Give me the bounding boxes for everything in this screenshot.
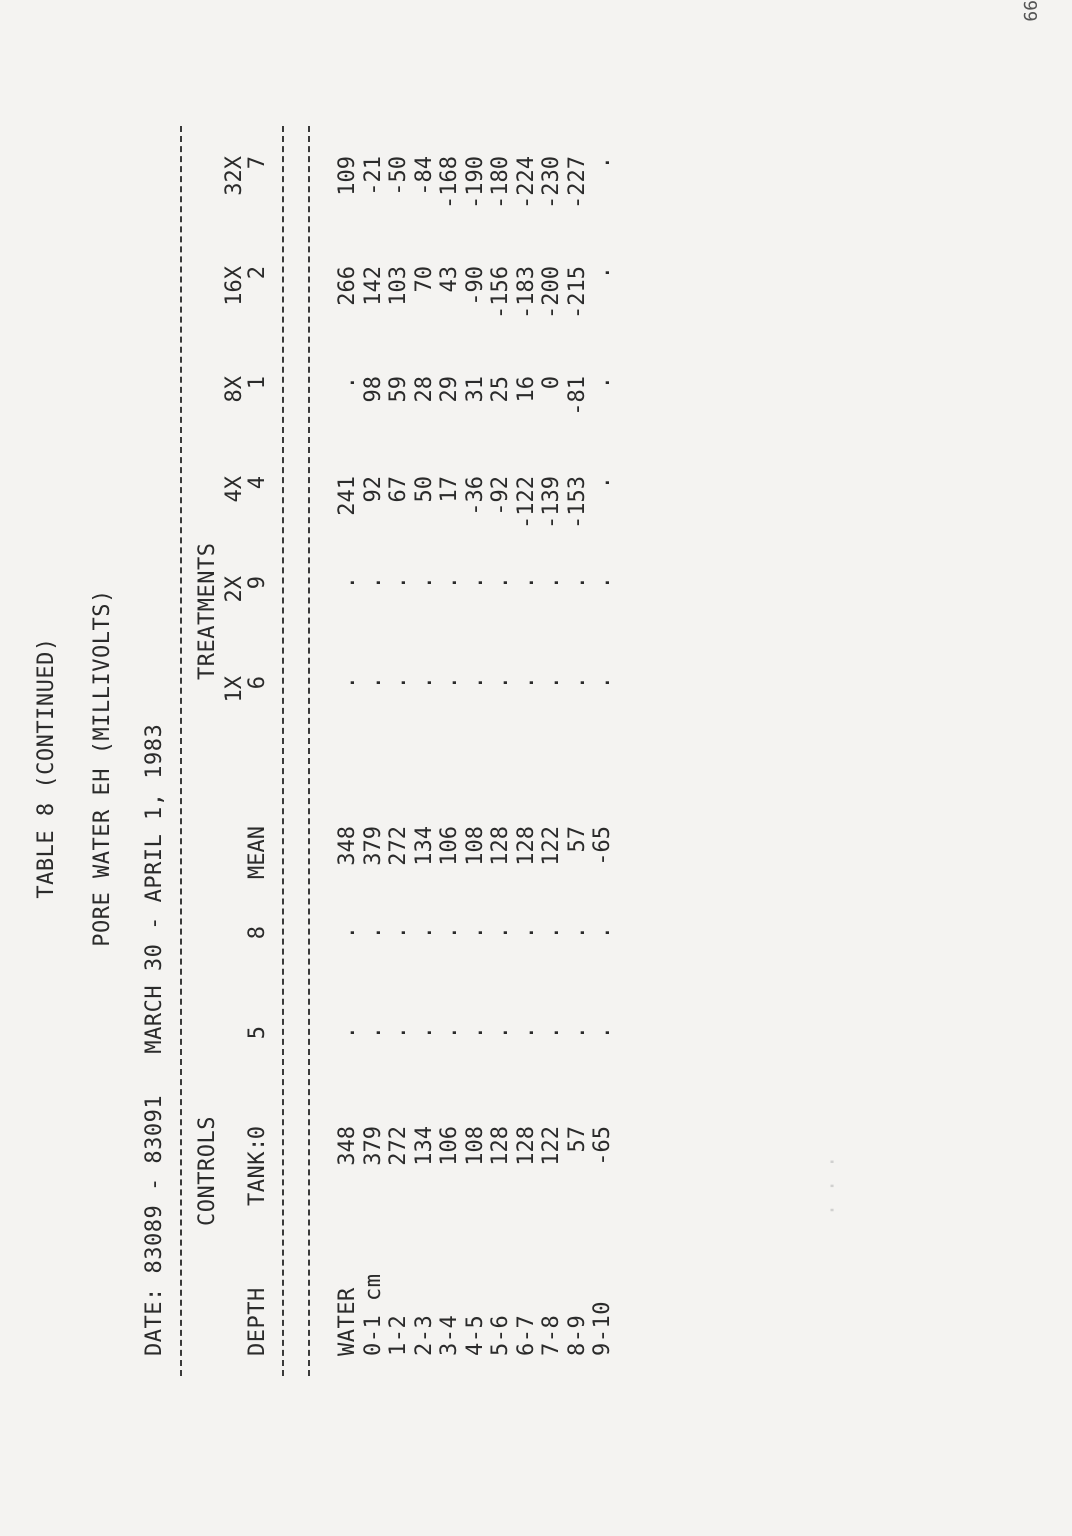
value-cell: 108 xyxy=(462,1126,488,1166)
value-cell: -139 xyxy=(539,476,564,529)
value-cell: -156 xyxy=(488,266,513,319)
value-cell: . xyxy=(335,576,360,590)
value-cell: . xyxy=(335,676,360,690)
value-cell: . xyxy=(360,1026,386,1040)
value-cell: 134 xyxy=(411,826,437,866)
value-cell: . xyxy=(462,676,488,690)
header-rule-2 xyxy=(308,126,310,1376)
column-treatment-label: 16X xyxy=(222,266,247,306)
value-cell: 128 xyxy=(488,1126,513,1166)
depth-cell: 3-4 xyxy=(437,1314,462,1356)
value-cell: 70 xyxy=(411,266,437,293)
depth-cell: 8-9 xyxy=(564,1314,590,1356)
value-cell: . xyxy=(539,1026,564,1040)
value-cell: 31 xyxy=(462,376,488,403)
value-cell: . xyxy=(590,156,615,170)
value-cell: . xyxy=(590,476,615,490)
column-tank-number: MEAN xyxy=(245,826,270,879)
column-tank-number: 6 xyxy=(245,676,270,690)
depth-cell: 6-7 xyxy=(513,1314,539,1356)
column-tank-number: 4 xyxy=(245,476,270,490)
table-title: TABLE 8 (CONTINUED) xyxy=(34,637,59,899)
value-cell: 103 xyxy=(386,266,411,306)
value-cell: . xyxy=(590,576,615,590)
value-cell: 17 xyxy=(437,476,462,503)
column-tank-number: 8 xyxy=(245,926,270,940)
value-cell: 0 xyxy=(539,376,564,390)
value-cell: 128 xyxy=(513,1126,539,1166)
depth-cell: 0-1 cm xyxy=(360,1273,386,1356)
value-cell: 28 xyxy=(411,376,437,403)
value-cell: 43 xyxy=(437,266,462,293)
header-rule-1 xyxy=(282,126,284,1376)
value-cell: . xyxy=(539,926,564,940)
value-cell: -50 xyxy=(386,156,411,196)
depth-header: DEPTH xyxy=(245,1287,270,1356)
value-cell: . xyxy=(386,676,411,690)
column-treatment-label: 1X xyxy=(222,676,247,703)
column-treatment-label: 8X xyxy=(222,376,247,403)
value-cell: . xyxy=(411,926,437,940)
value-cell: 67 xyxy=(386,476,411,503)
value-cell: 379 xyxy=(360,1126,386,1166)
value-cell: -84 xyxy=(411,156,437,196)
value-cell: 98 xyxy=(360,376,386,403)
value-cell: -65 xyxy=(590,1126,615,1166)
value-cell: 266 xyxy=(335,266,360,306)
bleed-through-text: · · · xyxy=(820,1155,844,1216)
value-cell: . xyxy=(513,1026,539,1040)
value-cell: . xyxy=(462,926,488,940)
value-cell: 106 xyxy=(437,826,462,866)
depth-cell: 7-8 xyxy=(539,1314,564,1356)
value-cell: . xyxy=(513,926,539,940)
value-cell: . xyxy=(590,376,615,390)
value-cell: -92 xyxy=(488,476,513,516)
value-cell: -90 xyxy=(462,266,488,306)
value-cell: . xyxy=(564,926,590,940)
column-tank-number: 0 xyxy=(245,1126,270,1140)
value-cell: . xyxy=(590,676,615,690)
value-cell: . xyxy=(411,1026,437,1040)
value-cell: 29 xyxy=(437,376,462,403)
value-cell: . xyxy=(564,676,590,690)
value-cell: -153 xyxy=(564,476,590,529)
value-cell: . xyxy=(411,676,437,690)
value-cell: . xyxy=(513,576,539,590)
value-cell: . xyxy=(386,576,411,590)
value-cell: . xyxy=(590,1026,615,1040)
value-cell: 59 xyxy=(386,376,411,403)
value-cell: 25 xyxy=(488,376,513,403)
value-cell: -227 xyxy=(564,156,590,209)
depth-cell: 4-5 xyxy=(462,1314,488,1356)
value-cell: . xyxy=(437,1026,462,1040)
value-cell: 109 xyxy=(335,156,360,196)
value-cell: 348 xyxy=(335,1126,360,1166)
value-cell: . xyxy=(539,676,564,690)
value-cell: . xyxy=(488,926,513,940)
depth-cell: 9-10 xyxy=(590,1301,615,1356)
value-cell: . xyxy=(437,926,462,940)
value-cell: 142 xyxy=(360,266,386,306)
value-cell: 122 xyxy=(539,826,564,866)
value-cell: . xyxy=(411,576,437,590)
tank-header: TANK: xyxy=(245,1137,270,1206)
column-tank-number: 7 xyxy=(245,156,270,170)
value-cell: . xyxy=(335,926,360,940)
depth-cell: 5-6 xyxy=(488,1314,513,1356)
value-cell: 106 xyxy=(437,1126,462,1166)
value-cell: -200 xyxy=(539,266,564,319)
value-cell: . xyxy=(335,1026,360,1040)
value-cell: 128 xyxy=(488,826,513,866)
table-subtitle: PORE WATER EH (MILLIVOLTS) xyxy=(90,589,115,947)
treatments-group-label: TREATMENTS xyxy=(195,542,220,680)
value-cell: 272 xyxy=(386,826,411,866)
value-cell: -230 xyxy=(539,156,564,209)
value-cell: . xyxy=(488,1026,513,1040)
value-cell: -36 xyxy=(462,476,488,516)
value-cell: . xyxy=(437,676,462,690)
value-cell: . xyxy=(590,926,615,940)
value-cell: . xyxy=(335,376,360,390)
value-cell: -81 xyxy=(564,376,590,416)
value-cell: . xyxy=(360,926,386,940)
value-cell: . xyxy=(564,576,590,590)
value-cell: 348 xyxy=(335,826,360,866)
value-cell: 272 xyxy=(386,1126,411,1166)
value-cell: -183 xyxy=(513,266,539,319)
value-cell: . xyxy=(539,576,564,590)
value-cell: . xyxy=(437,576,462,590)
value-cell: . xyxy=(386,1026,411,1040)
column-tank-number: 9 xyxy=(245,576,270,590)
depth-cell: WATER xyxy=(335,1287,360,1356)
value-cell: -168 xyxy=(437,156,462,209)
value-cell: -215 xyxy=(564,266,590,319)
value-cell: . xyxy=(360,676,386,690)
value-cell: -65 xyxy=(590,826,615,866)
value-cell: . xyxy=(386,926,411,940)
value-cell: . xyxy=(590,266,615,280)
value-cell: . xyxy=(564,1026,590,1040)
value-cell: 57 xyxy=(564,826,590,853)
value-cell: -224 xyxy=(513,156,539,209)
value-cell: -180 xyxy=(488,156,513,209)
depth-cell: 2-3 xyxy=(411,1314,437,1356)
value-cell: . xyxy=(360,576,386,590)
value-cell: . xyxy=(488,676,513,690)
value-cell: 92 xyxy=(360,476,386,503)
value-cell: 108 xyxy=(462,826,488,866)
value-cell: . xyxy=(462,1026,488,1040)
column-treatment-label: 32X xyxy=(222,156,247,196)
column-tank-number: 5 xyxy=(245,1026,270,1040)
value-cell: 134 xyxy=(411,1126,437,1166)
date-line: DATE: 83089 - 83091 MARCH 30 - APRIL 1, 1983 xyxy=(142,723,167,1356)
value-cell: 50 xyxy=(411,476,437,503)
column-tank-number: 2 xyxy=(245,266,270,280)
top-rule xyxy=(180,126,182,1376)
page-number: 99 xyxy=(1019,0,1040,22)
column-treatment-label: 2X xyxy=(222,576,247,603)
value-cell: . xyxy=(488,576,513,590)
value-cell: -21 xyxy=(360,156,386,196)
value-cell: 57 xyxy=(564,1126,590,1153)
value-cell: 128 xyxy=(513,826,539,866)
depth-cell: 1-2 xyxy=(386,1314,411,1356)
column-treatment-label: 4X xyxy=(222,476,247,503)
value-cell: -190 xyxy=(462,156,488,209)
value-cell: . xyxy=(462,576,488,590)
value-cell: -122 xyxy=(513,476,539,529)
value-cell: 16 xyxy=(513,376,539,403)
controls-group-label: CONTROLS xyxy=(195,1116,220,1226)
value-cell: 122 xyxy=(539,1126,564,1166)
value-cell: . xyxy=(513,676,539,690)
column-tank-number: 1 xyxy=(245,376,270,390)
value-cell: 379 xyxy=(360,826,386,866)
value-cell: 241 xyxy=(335,476,360,516)
